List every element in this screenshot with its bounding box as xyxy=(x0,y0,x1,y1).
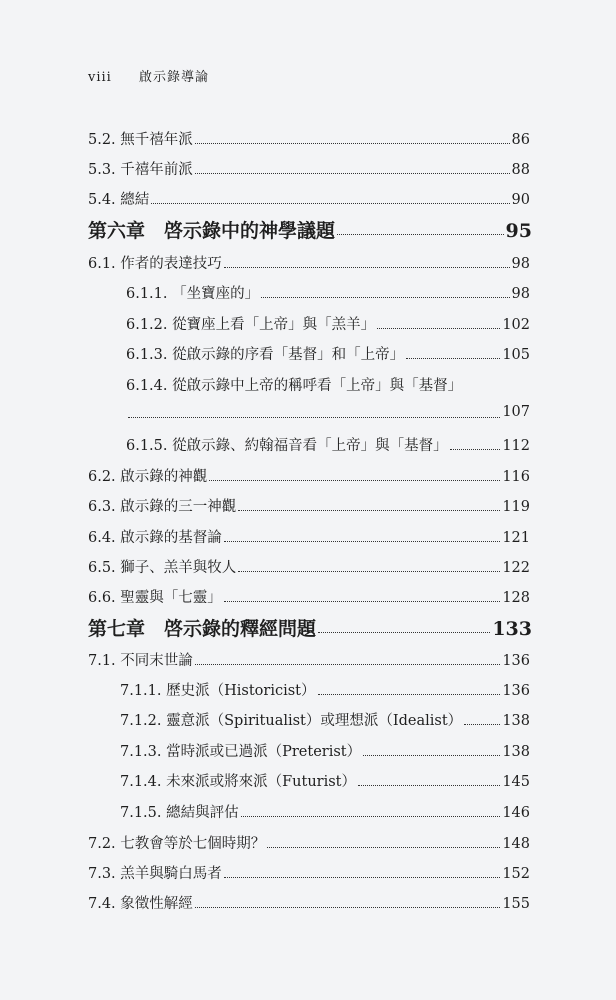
toc-entry-label: 7.1.4. 未來派或將來派（Futurist） xyxy=(120,774,357,790)
toc-subentry xyxy=(126,434,530,455)
toc-entry-page: 102 xyxy=(502,317,530,333)
toc-entry-label: 7.3. 羔羊與騎白馬者 xyxy=(88,866,222,882)
toc-entry xyxy=(88,188,530,209)
toc-subentry xyxy=(126,282,530,303)
dot-leader xyxy=(464,724,500,725)
toc-entry-page: 136 xyxy=(502,683,530,699)
toc-entry-page: 116 xyxy=(502,469,530,485)
toc-entry-page: 98 xyxy=(511,286,530,302)
toc-entry-page: 136 xyxy=(502,653,530,669)
toc-chapter-page: 95 xyxy=(505,220,532,242)
dot-leader xyxy=(238,571,500,572)
toc-entry xyxy=(88,465,530,486)
toc-entry xyxy=(88,158,530,179)
book-title: 啟示錄導論 xyxy=(138,70,209,85)
toc-entry-label: 6.1.5. 從啟示錄、約翰福音看「上帝」與「基督」 xyxy=(126,438,448,454)
toc-subentry-wrapped-label: 6.1.4. 從啟示錄中上帝的稱呼看「上帝」與「基督」 xyxy=(126,378,463,394)
toc-entry-page: 152 xyxy=(502,866,530,882)
toc-entry-label: 6.6. 聖靈與「七靈」 xyxy=(88,590,222,606)
toc-entry-page: 138 xyxy=(502,744,530,760)
toc-subentry xyxy=(120,740,530,761)
dot-leader xyxy=(151,203,509,204)
toc-entry-page: 146 xyxy=(502,805,530,821)
toc-entry-page: 121 xyxy=(502,530,530,546)
dot-leader xyxy=(358,785,500,786)
toc-subentry xyxy=(126,343,530,364)
dot-leader xyxy=(267,847,500,848)
toc-entry-page: 148 xyxy=(502,836,530,852)
toc-chapter xyxy=(88,614,532,641)
toc-entry-label: 7.1.5. 總結與評估 xyxy=(120,805,239,821)
toc-entry-label: 7.1.3. 當時派或已過派（Preterist） xyxy=(120,744,362,760)
running-header xyxy=(88,66,209,85)
toc-subentry xyxy=(126,313,530,334)
toc-entry-label: 6.2. 啟示錄的神觀 xyxy=(88,469,208,485)
toc-entry-page: 88 xyxy=(511,162,530,178)
dot-leader xyxy=(238,510,500,511)
dot-leader xyxy=(224,877,501,878)
toc-entry xyxy=(88,252,530,273)
dot-leader xyxy=(241,816,501,817)
toc-entry-label: 6.3. 啟示錄的三一神觀 xyxy=(88,499,237,515)
toc-entry xyxy=(88,862,530,883)
toc-entry-page: 122 xyxy=(502,560,530,576)
toc-entry-page: 155 xyxy=(502,896,530,912)
dot-leader xyxy=(450,449,501,450)
toc-entry-label: 7.1.1. 歷史派（Historicist） xyxy=(120,683,316,699)
toc-subentry xyxy=(120,709,530,730)
toc-subentry xyxy=(120,770,530,791)
toc-entry-page: 86 xyxy=(511,132,530,148)
toc-chapter xyxy=(88,216,532,243)
toc-chapter-label: 第六章 啓示錄中的神學議題 xyxy=(88,220,336,242)
toc-entry xyxy=(88,128,530,149)
toc-entry-label: 7.1.2. 靈意派（Spiritualist）或理想派（Idealist） xyxy=(120,713,463,729)
toc-entry-label: 6.5. 獅子、羔羊與牧人 xyxy=(88,560,237,576)
toc-entry xyxy=(88,892,530,913)
toc-entry-page: 98 xyxy=(511,256,530,272)
toc-subentry xyxy=(120,679,530,700)
dot-leader xyxy=(195,664,501,665)
toc-entry-page: 105 xyxy=(502,347,530,363)
toc-entry-label: 6.1.1. 「坐寶座的」 xyxy=(126,286,260,302)
toc-entry-page: 145 xyxy=(502,774,530,790)
dot-leader xyxy=(261,297,509,298)
toc-entry-label: 6.1. 作者的表達技巧 xyxy=(88,256,222,272)
toc-entry-page: 112 xyxy=(502,438,530,454)
dot-leader xyxy=(195,143,510,144)
toc-entry-label: 6.1.3. 從啟示錄的序看「基督」和「上帝」 xyxy=(126,347,405,363)
toc-entry-label: 5.4. 總結 xyxy=(88,192,150,208)
toc-entry-page: 138 xyxy=(502,713,530,729)
dot-leader xyxy=(337,234,504,235)
toc-entry xyxy=(88,526,530,547)
toc-entry xyxy=(88,586,530,607)
dot-leader xyxy=(318,632,490,633)
toc-entry-label: 6.4. 啟示錄的基督論 xyxy=(88,530,222,546)
dot-leader xyxy=(363,755,500,756)
toc-entry-label: 7.1. 不同末世論 xyxy=(88,653,193,669)
dot-leader xyxy=(209,480,500,481)
toc-chapter-page: 133 xyxy=(492,618,532,640)
toc-entry xyxy=(88,556,530,577)
toc-entry-page: 90 xyxy=(511,192,530,208)
toc-entry-page: 128 xyxy=(502,590,530,606)
dot-leader xyxy=(224,601,501,602)
dot-leader xyxy=(224,267,510,268)
dot-leader xyxy=(224,541,501,542)
toc-entry xyxy=(88,495,530,516)
dot-leader xyxy=(128,417,500,418)
dot-leader xyxy=(195,173,510,174)
toc-entry-page: 107 xyxy=(502,404,530,420)
toc-entry-label: 5.3. 千禧年前派 xyxy=(88,162,193,178)
toc-entry-label: 7.4. 象徵性解經 xyxy=(88,896,193,912)
toc-entry xyxy=(88,649,530,670)
toc-entry-label: 6.1.2. 從寶座上看「上帝」與「羔羊」 xyxy=(126,317,376,333)
dot-leader xyxy=(195,907,501,908)
dot-leader xyxy=(318,694,501,695)
toc-subentry-continuation xyxy=(126,404,530,420)
toc-entry xyxy=(88,832,530,853)
toc-entry-label: 5.2. 無千禧年派 xyxy=(88,132,193,148)
dot-leader xyxy=(377,328,500,329)
toc-chapter-label: 第七章 啓示錄的釋經問題 xyxy=(88,618,317,640)
toc-entry-page: 119 xyxy=(502,499,530,515)
dot-leader xyxy=(406,358,500,359)
toc-entry-label: 7.2. 七教會等於七個時期？ xyxy=(88,836,266,852)
toc-subentry xyxy=(120,801,530,822)
page-number: viii xyxy=(88,70,112,85)
